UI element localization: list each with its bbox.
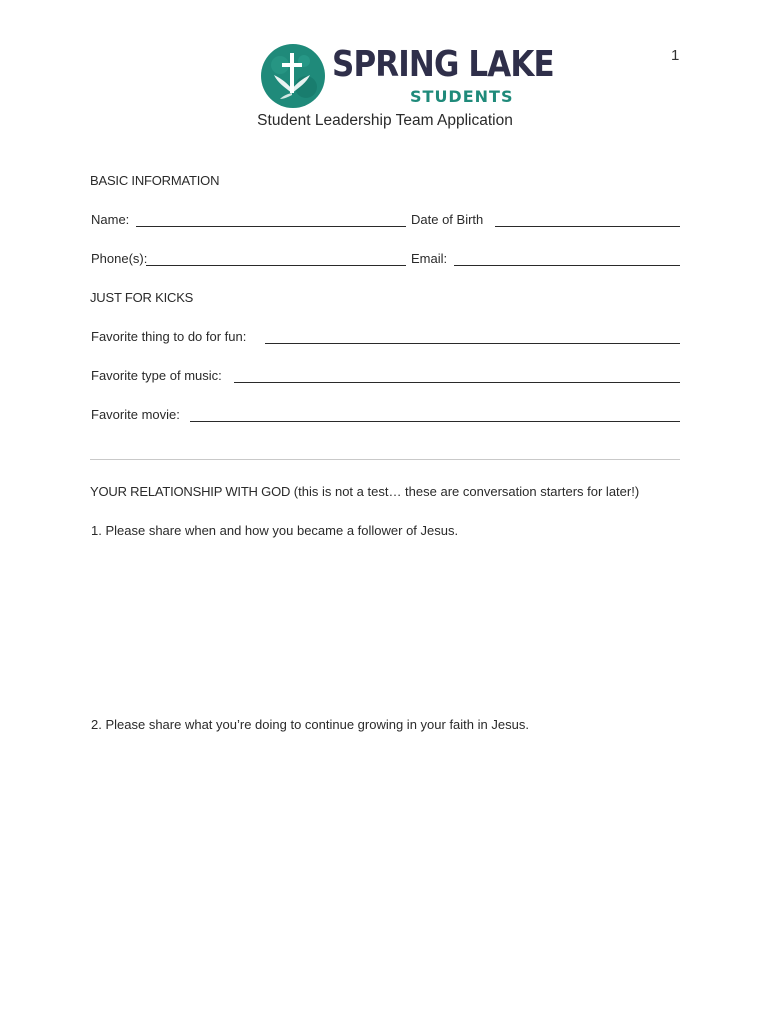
- fun-label: Favorite thing to do for fun:: [91, 329, 247, 344]
- email-field[interactable]: [454, 265, 680, 266]
- dob-label: Date of Birth: [411, 212, 484, 227]
- music-field[interactable]: [234, 382, 680, 383]
- email-label: Email:: [411, 251, 448, 266]
- answer-1-area[interactable]: [90, 545, 680, 695]
- name-label: Name:: [91, 212, 130, 227]
- relationship-heading-title: YOUR RELATIONSHIP WITH GOD: [90, 484, 291, 499]
- phone-label: Phone(s):: [91, 251, 148, 266]
- relationship-heading-note: (this is not a test… these are conversation starters for later!): [290, 484, 640, 499]
- dob-field[interactable]: [495, 226, 680, 227]
- movie-label: Favorite movie:: [91, 407, 180, 422]
- cross-plant-icon: [260, 43, 326, 109]
- basic-info-heading: BASIC INFORMATION: [90, 173, 220, 188]
- section-divider: [90, 459, 680, 460]
- just-for-kicks-heading: JUST FOR KICKS: [90, 290, 194, 305]
- page-number: 1: [671, 47, 680, 64]
- movie-field[interactable]: [190, 421, 680, 422]
- fun-field[interactable]: [265, 343, 680, 344]
- phone-field[interactable]: [146, 265, 406, 266]
- music-label: Favorite type of music:: [91, 368, 222, 383]
- question-1: 1. Please share when and how you became a follower of Jesus.: [91, 523, 459, 538]
- spring-lake-students-logo: [260, 43, 554, 111]
- document-title: Student Leadership Team Application: [257, 112, 513, 129]
- answer-2-area[interactable]: [90, 740, 680, 980]
- logo-subname: STUDENTS: [410, 87, 514, 106]
- question-2: 2. Please share what you’re doing to continue growing in your faith in Jesus.: [91, 717, 529, 732]
- name-field[interactable]: [136, 226, 406, 227]
- logo-name: SPRING LAKE: [332, 44, 554, 85]
- relationship-heading: [90, 484, 639, 499]
